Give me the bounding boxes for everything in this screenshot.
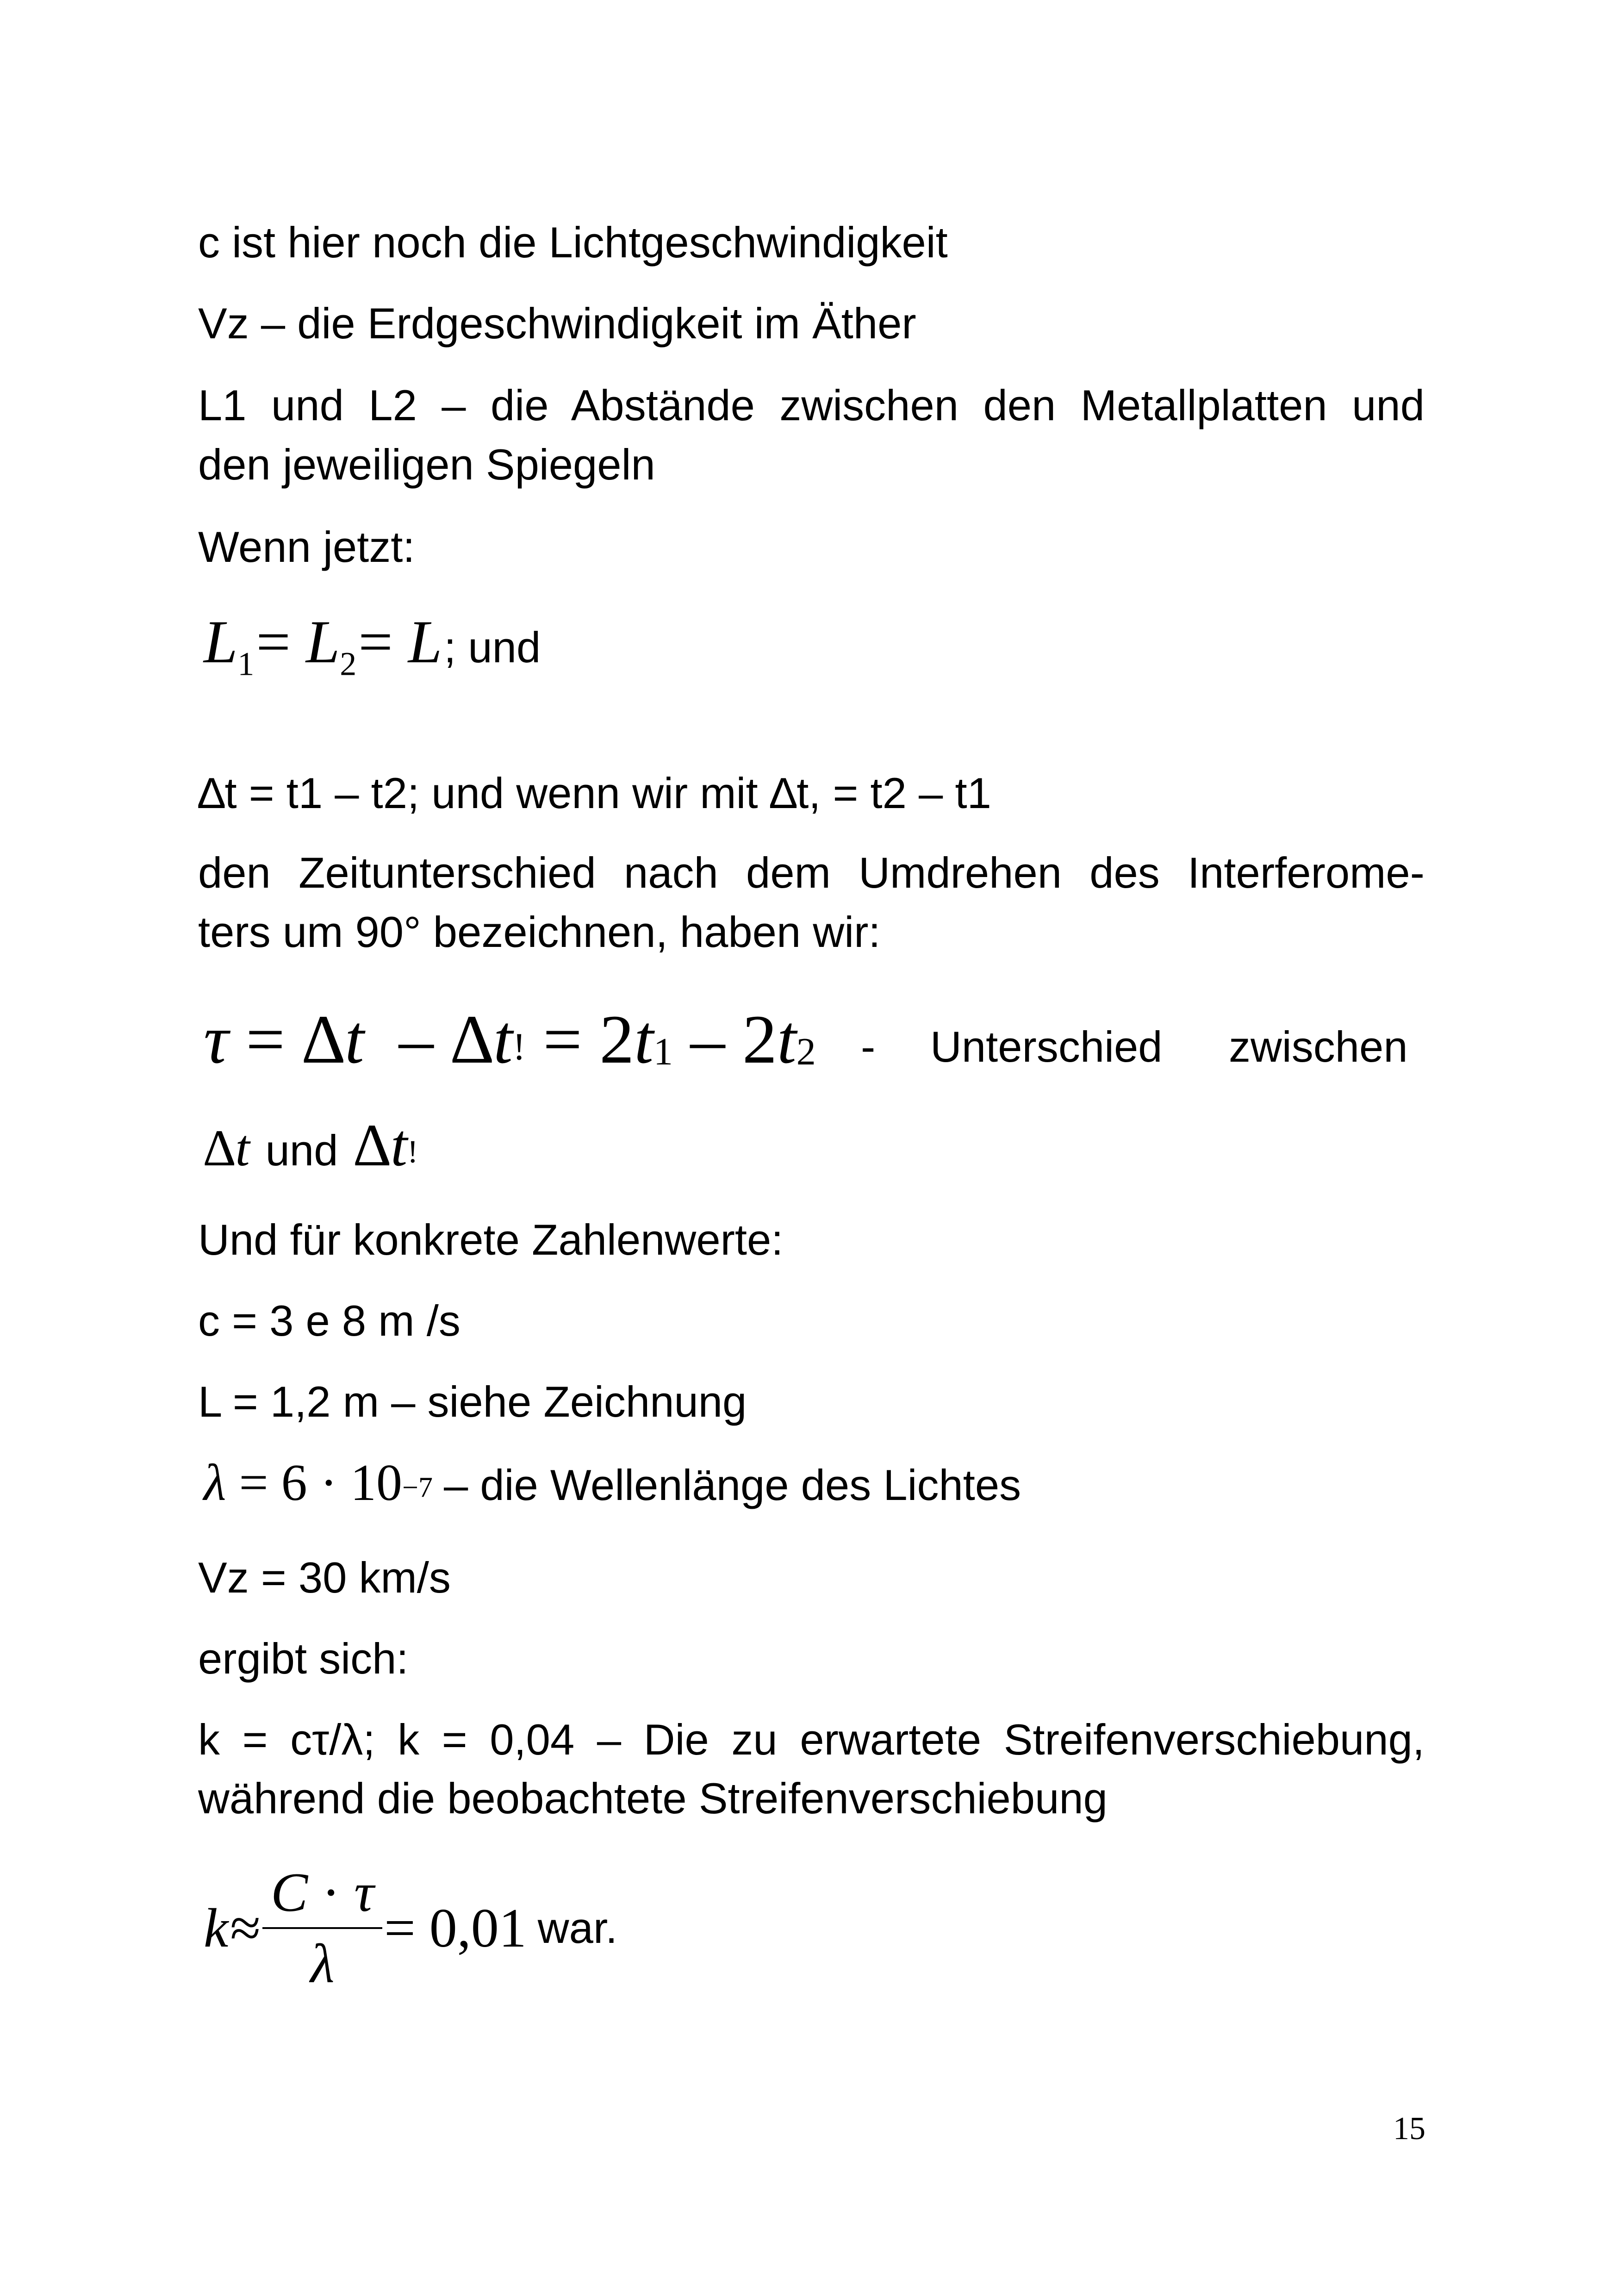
text-line: den Zeitunterschied nach dem Umdrehen des Interferome-	[198, 848, 1425, 897]
text-line: L1 und L2 – die Abstände zwischen den Metallplatten und	[198, 381, 1425, 429]
text-line: Und für konkrete Zahlenwerte:	[198, 1215, 784, 1264]
equation-tau: $\tau = \Delta t - \Delta t^! = 2t_1 - 2t_2$	[204, 1001, 816, 1078]
equation-suffix: war.	[537, 1904, 618, 1952]
equation-suffix: ; und	[444, 623, 541, 672]
text-line: ters um 90° bezeichnen, haben wir:	[198, 908, 881, 956]
text-line: Wenn jetzt:	[198, 523, 415, 571]
text-line: den jeweiligen Spiegeln	[198, 440, 655, 489]
text-line: L = 1,2 m – siehe Zeichnung	[198, 1377, 747, 1426]
text-line: k = cτ/λ; k = 0,04 – Die zu erwartete Streifenverschiebung,	[198, 1715, 1425, 1764]
text-line: während die beobachtete Streifenverschiebung	[198, 1774, 1108, 1823]
equation-k: k ≈ $\frac{C \cdot \tau}{\lambda}$ = 0,01 war.	[204, 1860, 617, 1996]
text-word: Unterschied	[930, 1022, 1163, 1071]
text-line: ∆t = t1 – t2; und wenn wir mit ∆t, = t2 – t1	[198, 769, 991, 817]
text-line: Vz = 30 km/s	[198, 1553, 451, 1602]
fraction: $\frac{C \cdot \tau}{\lambda}$	[262, 1860, 382, 1996]
equation-l1-l2: $L_1 = L_2 = L$ ; und	[204, 608, 541, 683]
equation-delta-t: ∆t und ∆t!	[204, 1112, 418, 1179]
text-line: Vz – die Erdgeschwindigkeit im Äther	[198, 299, 916, 348]
equation-lambda: $\lambda = 6 \cdot 10^{-7}$ – die Wellenlänge des Lichtes	[204, 1454, 1021, 1512]
dash: -	[861, 1022, 876, 1071]
page-number: 15	[1393, 2111, 1425, 2147]
text-word: zwischen	[1229, 1022, 1408, 1071]
equation-suffix: – die Wellenlänge des Lichtes	[443, 1461, 1021, 1509]
text-line: c = 3 e 8 m /s	[198, 1296, 461, 1345]
text-word: und	[265, 1126, 338, 1175]
text-line: ergibt sich:	[198, 1634, 409, 1683]
text-line: c ist hier noch die Lichtgeschwindigkeit	[198, 218, 948, 267]
